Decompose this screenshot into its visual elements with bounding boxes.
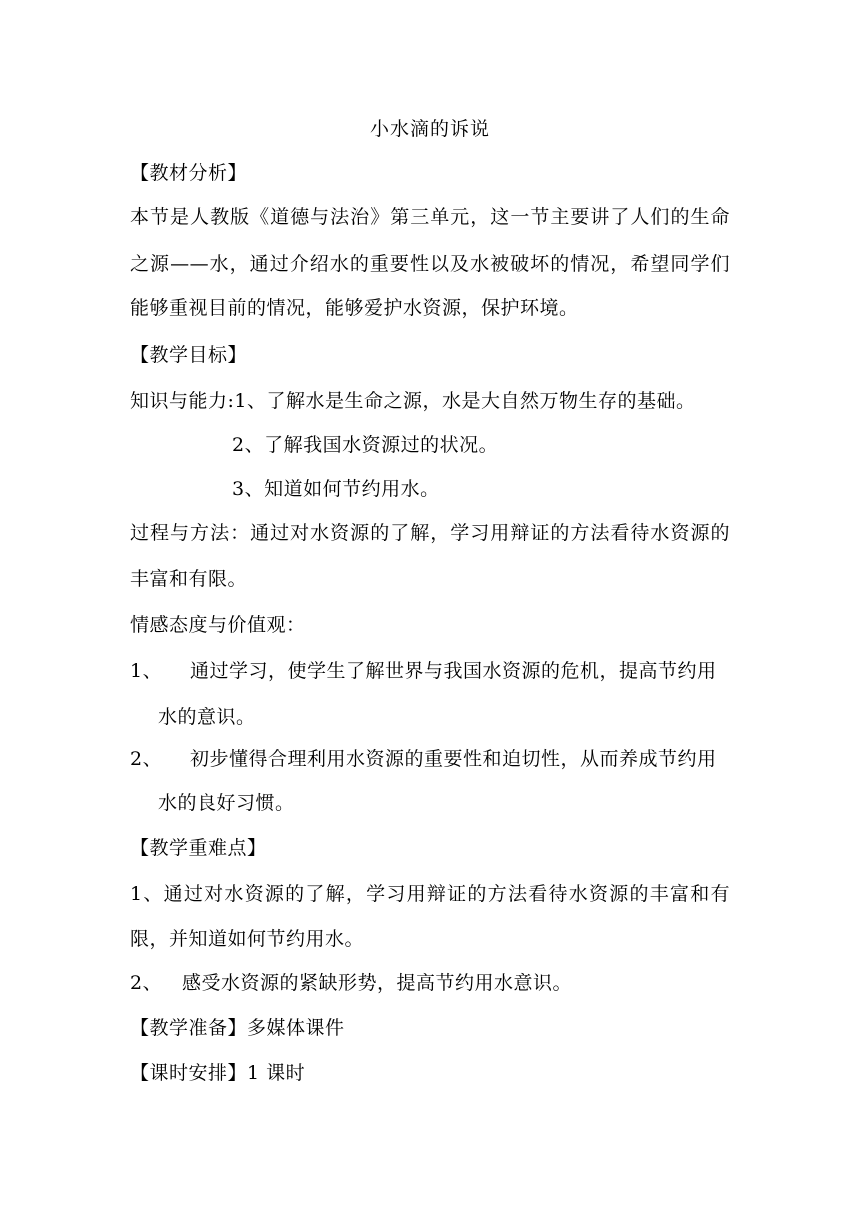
process-line-2: 丰富和有限。	[130, 568, 248, 590]
key-point-1-line-2: 限，并知道如何节约用水。	[130, 928, 365, 950]
analysis-line-1: 本节是人教版《道德与法治》第三单元，这一节主要讲了人们的生命	[130, 206, 730, 228]
goals-heading: 【教学目标】	[130, 344, 248, 366]
knowledge-goal-1: 知识与能力:1、了解水是生命之源，水是大自然万物生存的基础。	[130, 390, 696, 412]
emotion-item-1-text: 通过学习，使学生了解世界与我国水资源的危机，提高节约用	[190, 660, 717, 682]
emotion-item-1-continued: 水的意识。	[158, 706, 256, 728]
document-title: 小水滴的诉说	[369, 118, 490, 140]
emotion-item-2	[130, 746, 730, 772]
key-points-heading: 【教学重难点】	[130, 837, 267, 859]
key-point-2-number: 2、	[130, 972, 163, 994]
emotion-item-2-number: 2、	[130, 748, 163, 770]
emotion-item-1	[130, 658, 730, 684]
knowledge-goal-3: 3、知道如何节约用水。	[232, 478, 440, 500]
emotion-item-2-text: 初步懂得合理利用水资源的重要性和迫切性，从而养成节约用	[190, 748, 717, 770]
class-schedule: 【课时安排】1 课时	[130, 1062, 306, 1084]
emotion-item-2-continued: 水的良好习惯。	[158, 792, 295, 814]
key-point-2-text: 感受水资源的紧缺形势，提高节约用水意识。	[182, 972, 573, 994]
key-point-1-line-1: 1、通过对水资源的了解，学习用辩证的方法看待水资源的丰富和有	[130, 883, 730, 905]
analysis-line-2: 之源——水，通过介绍水的重要性以及水被破坏的情况，希望同学们	[130, 253, 730, 275]
key-point-2	[130, 970, 730, 996]
analysis-heading: 【教材分析】	[130, 162, 248, 184]
emotion-heading: 情感态度与价值观：	[130, 614, 306, 636]
emotion-item-1-number: 1、	[130, 660, 163, 682]
analysis-line-3: 能够重视目前的情况，能够爱护水资源，保护环境。	[130, 297, 579, 319]
knowledge-goal-2: 2、了解我国水资源过的状况。	[232, 434, 499, 456]
process-line-1: 过程与方法：通过对水资源的了解，学习用辩证的方法看待水资源的	[130, 522, 730, 544]
teaching-preparation: 【教学准备】多媒体课件	[130, 1017, 345, 1039]
